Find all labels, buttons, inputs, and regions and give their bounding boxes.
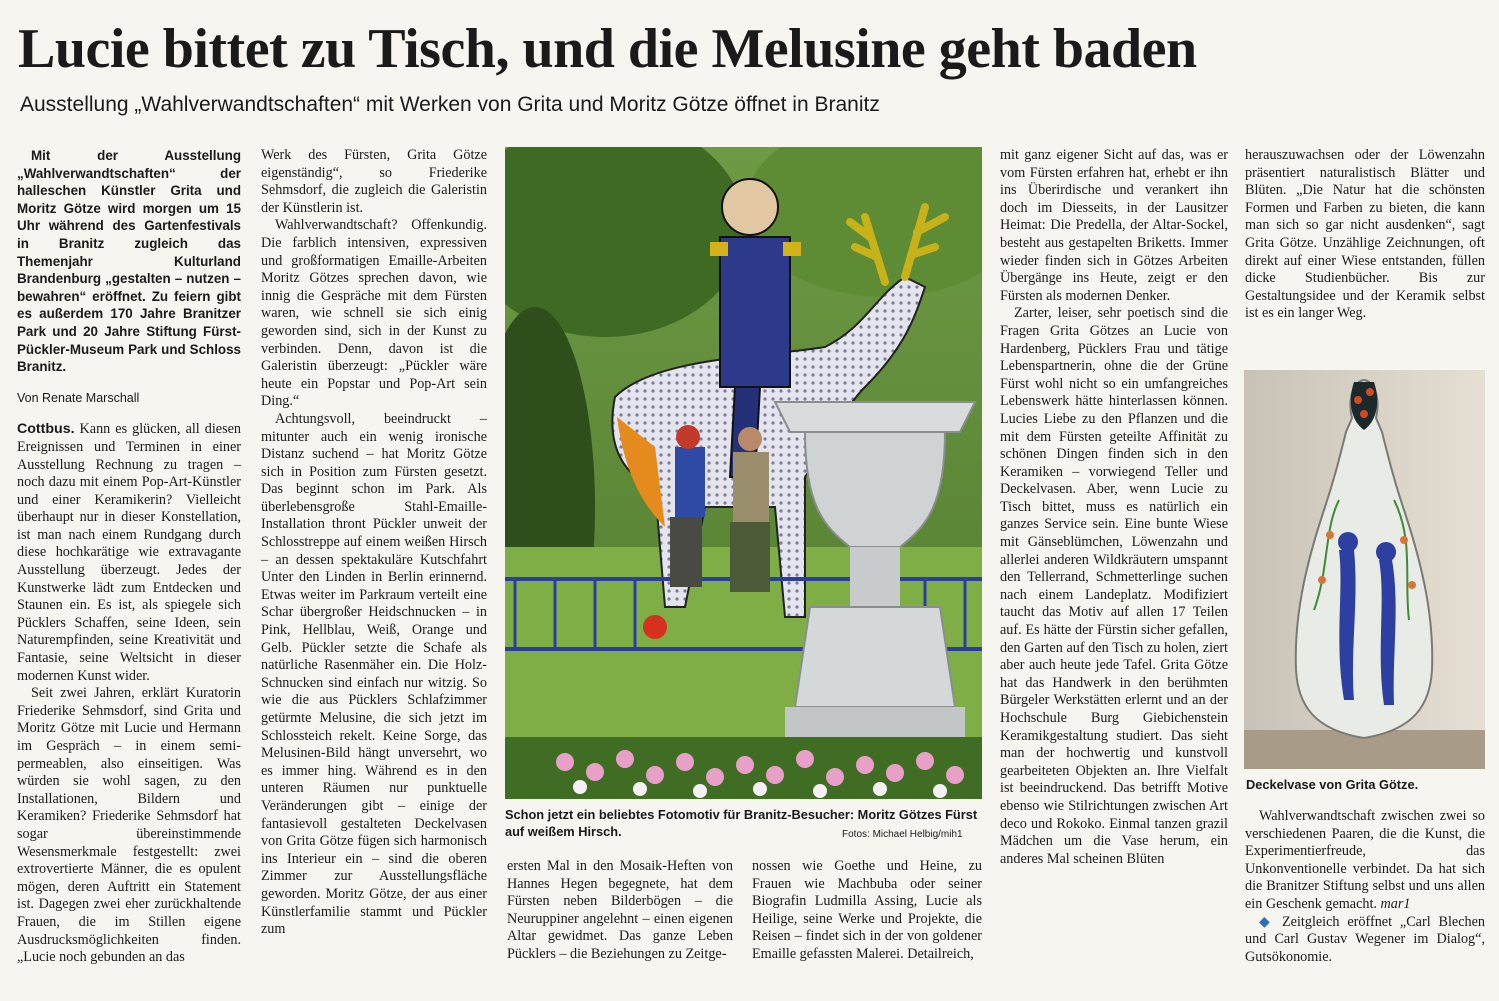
paragraph: Wahlverwandtschaft? Offenkundig. Die farblich intensiven, expressiven und großformatigen Emaille-Arbeiten Moritz Götzes sprechen davon, wie innig die Gespräche mit dem Fürsten waren, wie schnell sie sich einig geworden sind, sich in der Kunst zu verbinden. Denn, davon ist die Galeristin überzeugt: „Pückler wäre heute ein Popstar und Pop-Art sein Ding.“ [261,217,487,410]
column-4 [752,858,982,988]
paragraph-text: Kann es glücken, all diesen Ereignissen und Terminen in einer Ausstellung Rechnung zu tragen – noch dazu mit einem Pop-Art-Künstler und einer Keramikerin? Vielleicht überhaupt nur in dieser Konstellation, ist man nach einem Rundgang durch diese hochkarätige wie extravagante Ausstellung überzeugt. Jedes der Kunstwerke lädt zum Entdecken und Staunen ein. Es ist, als spiegele sich Pücklers Schaffen, seine Ideen, sein Naturempfinden, seine Kreativität und Fantasie, seine Weltsicht in dieser modernen Kunst wider. [17,421,241,684]
lead-paragraph: Mit der Ausstellung „Wahlverwandtschaften“ der halleschen Künstler Grita und Moritz Götze wird morgen um 15 Uhr während des Gartenfestivals in Branitz zugleich das Themenjahr Kulturland Brandenburg „gestalten – nutzen – bewahren“ eröffnet. Zu feiern gibt es außerdem 170 Jahre Branitzer Park und 20 Jahre Stiftung Fürst-Pückler-Museum Park und Schloss Branitz. [17,148,241,375]
byline: Von Renate Marschall [17,390,140,405]
main-photo [505,147,982,799]
paragraph [1245,914,1485,967]
diamond-icon: ◆ [1259,914,1275,930]
paragraph: nossen wie Goethe und Heine, zu Frauen wie Machbuba oder seiner Biografin Ludmilla Assing, Lucie als Heilige, seine Werke und Projekte, die Reisen – findet sich in der von goldener Emaille gefassten Malerei. Detailreich, [752,858,982,962]
vase-caption: Deckelvase von Grita Götze. [1246,777,1419,792]
dateline: Cottbus. [17,421,75,438]
paragraph: Achtungsvoll, beeindruckt – mitunter auch ein wenig ironische Distanz suchend – hat Moritz Götze sich in Position zum Fürsten gesetzt. Das beginnt schon im Park. Als überlebensgroße Stahl-Emaille-Installation thront Pückler unweit der Schlosstreppe auf einem weißen Hirsch – an dessen spektakuläre Kutschfahrt Unter den Linden in Berlin erinnernd. Etwas weiter im Parkraum verteilt eine Schar übergroßer Heidschnucken – in Pink, Hellblau, Weiß, Orange und Gelb. Pückler setzte die Schafe als natürliche Rasenmäher ein. Die Holz-Schnucken sind einfach nur witzig. So wie die aus Pücklers Schlafzimmer getürmte Melusine, die sich jetzt im Schlossteich rekelt. Keine Sorge, das Melusinen-Bild hängt unversehrt, wo es immer hing. Während es in den unteren Räumen nur punktuelle Veränderungen gibt – einige der fantasievoll gestalteten Deckelvasen von Grita Götze fügen sich harmonisch ins Interieur ein – sind die oberen Zimmer zur Ausstellungsfläche geworden. Moritz Götze, der aus einer Künstlerfamilie stammt und Pückler zum [261,410,487,938]
headline: Lucie bittet zu Tisch, und die Melusine geht baden [18,18,1197,80]
photo-lidded-vase [1244,370,1485,769]
column-3 [507,858,733,988]
vase-photo [1244,370,1485,769]
paragraph-text: Zeitgleich eröffnet „Carl Blechen und Carl Gustav Wegener im Dialog“, Gutsökonomie. [1245,913,1485,965]
column-2 [261,147,487,987]
paragraph: Werk des Fürsten, Grita Götze eigenständig“, so Friederike Sehmsdorf, die zugleich die Galeristin der Künstlerin ist. [261,147,487,216]
paragraph: Seit zwei Jahren, erklärt Kuratorin Friederike Sehmsdorf, sind Grita und Moritz Götze mit Lucie und Hermann im Gespräch – in einem semi-permeablen, also einseitigen. Was würden sie wohl sagen, zu den Installationen, Bildern und Keramiken? Friederike Sehmsdorf hat sogar übereinstimmende Wesensmerkmale festgestellt: zwei extrovertierte Männer, die es opulent mögen, deren Auftritt ein Statement ist. Dagegen zwei eher zurückhaltende Frauen, die im Stillen eigene Ausdrucksmöglichkeiten finden. „Lucie noch gebunden an das [17,685,241,966]
paragraph: herauszuwachsen oder der Löwenzahn präsentiert naturalistisch Blätter und Blüten. „Die Natur hat die schönsten Formen und Farben zu bieten, die kann man sich so gar nicht ausdenken“, sagt Grita Götze. Unzählige Zeichnungen, oft direkt auf einer Wiese entstanden, füllen dicke Studienbücher. Bis zur Gestaltungsidee und der Keramik selbst ist es ein langer Weg. [1245,147,1485,322]
paragraph: Zarter, leiser, sehr poetisch sind die Fragen Grita Götzes an Lucie von Hardenberg, Pücklers Frau und tätige Lebenspartnerin, ohne die der Grüne Fürst wohl nicht so ein umfangreiches Lebenswerk hätte hinterlassen können. Lucies Liebe zu den Pflanzen und die mit dem Fürsten geteilte Affinität zu schönen Dingen finden sich in den Keramiken – vorwiegend Teller und Deckelvasen. Aber, wenn Lucie zu Tisch bittet, muss es natürlich ein ganzes Service sein. Eine bunte Wiese mit Gänseblümchen, Löwenzahn und allerlei anderen Wildkräutern umspannt den Tellerrand, Schmetterlinge suchen nach einem Landeplatz. Modifiziert taucht das Motiv auf allen 17 Teilen auf. Es hätte der Fürstin sicher gefallen, den Garten auf den Tisch zu holen, ziert aber auch heute jede Tafel. Grita Götze hat das Handwerk in den berühmten Bürgeler Werkstätten erlernt und an der Hochschule Burg Giebichenstein Keramikgestaltung studiert. Das sieht man der hochwertig und kunstvoll gearbeiteten Objekten an. Ihre Vielfalt ist beeindruckend. Das betrifft Motive ebenso wie Stilrichtungen zwischen Art deco und Rokoko. Einmal tanzen grazil Mädchen um die Vase herum, ein anderes Mal scheinen Blüten [1000,305,1228,867]
paragraph: mit ganz eigener Sicht auf das, was er vom Fürsten erfahren hat, erhebt er ihn ins Überirdische und verankert ihn doch im Diesseits, in der Lausitzer Heimat: Die Predella, der Altar-Sockel, besteht aus gestapelten Briketts. Immer wieder finden sich in Götzes Arbeiten Übergänge ins Heute, zeigt er den Fürsten als modernen Denker. [1000,147,1228,304]
photo-park-deer-sculpture [505,147,982,799]
paragraph [1245,808,1485,914]
paragraph-text: Wahlverwandtschaft zwischen zwei so verschiedenen Paaren, die die Kunst, die Experimentierfreude, das Unkonventionelle verbindet. Da hat sich die Branitzer Stiftung selbst und uns allen ein Geschenk gemacht. [1245,808,1485,912]
column-5 [1000,147,1228,987]
paragraph: ersten Mal in den Mosaik-Heften von Hannes Hegen begegnete, hat dem Fürsten neben Bilderbögen – die Neuruppiner angelehnt – einen eigenen Altar gewidmet. Das ganze Leben Pücklers – die Beziehungen zu Zeitge- [507,858,733,962]
column-1 [17,147,241,987]
paragraph [17,421,241,685]
author-initials: mar1 [1380,895,1411,912]
column-6-bottom [1245,808,1485,988]
photo-caption: Schon jetzt ein beliebtes Fotomotiv für Branitz-Besucher: Moritz Götzes Fürst auf weißem Hirsch. [505,807,978,839]
column-6-top [1245,147,1485,357]
photo-credit: Fotos: Michael Helbig/mih1 [842,829,963,840]
subheadline: Ausstellung „Wahlverwandtschaften“ mit Werken von Grita und Moritz Götze öffnet in Branitz [20,93,880,116]
